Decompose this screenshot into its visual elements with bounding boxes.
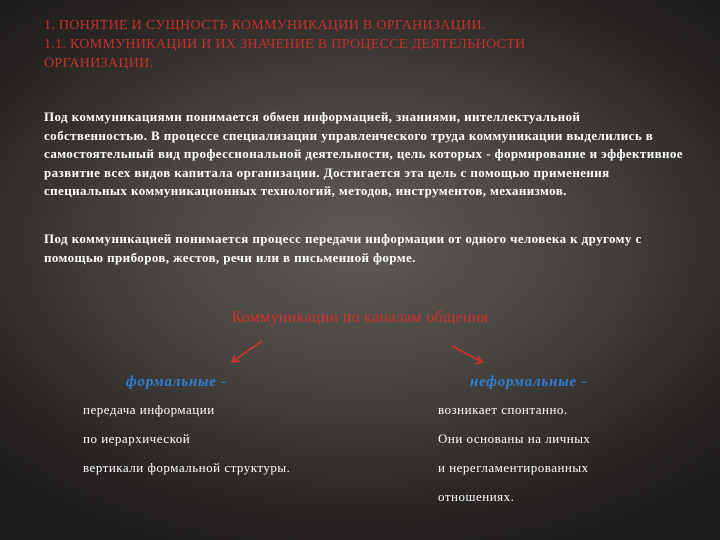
diagram-heading: Коммуникации по каналам общения <box>231 309 489 326</box>
arrow-left-icon <box>232 341 262 362</box>
slide-title <box>44 16 684 73</box>
paragraph-communication-process: Под коммуникацией понимается процесс передачи информации от одного человека к другому с помощью приборов, жестов, речи или в письменной форме. <box>44 231 642 265</box>
informal-line: Они основаны на личных <box>438 431 591 446</box>
informal-line: и нерегламентированных <box>438 460 589 475</box>
category-informal: неформальные - <box>470 374 588 390</box>
paragraph-communications-definition: Под коммуникациями понимается обмен информацией, знаниями, интеллектуальной собственностью. В процессе специализации управленческого труда коммуникации выделились в самостоятельный вид профессиональной деятельности, цель которых - формирование и эффективное развитие всех видов капитала организации. Достигается эта цель с помощью применения специальных коммуникационных технологий, методов, инструментов, механизмов. <box>44 109 683 198</box>
formal-line: вертикали формальной структуры. <box>83 460 291 475</box>
title-line-1: 1. ПОНЯТИЕ И СУЩНОСТЬ КОММУНИКАЦИИ В ОРГАНИЗАЦИИ. <box>44 18 486 33</box>
title-line-2: 1.1. КОММУНИКАЦИИ И ИХ ЗНАЧЕНИЕ В ПРОЦЕССЕ ДЕЯТЕЛЬНОСТИ <box>44 37 526 52</box>
informal-description <box>438 395 590 511</box>
formal-line: по иерархической <box>83 431 191 446</box>
category-formal: формальные - <box>126 374 228 390</box>
title-line-3: ОРГАНИЗАЦИИ. <box>44 56 154 71</box>
formal-line: передача информации <box>83 402 215 417</box>
formal-description <box>83 395 290 482</box>
informal-line: отношениях. <box>438 489 515 504</box>
informal-line: возникает спонтанно. <box>438 402 568 417</box>
arrow-right-icon <box>452 346 482 364</box>
